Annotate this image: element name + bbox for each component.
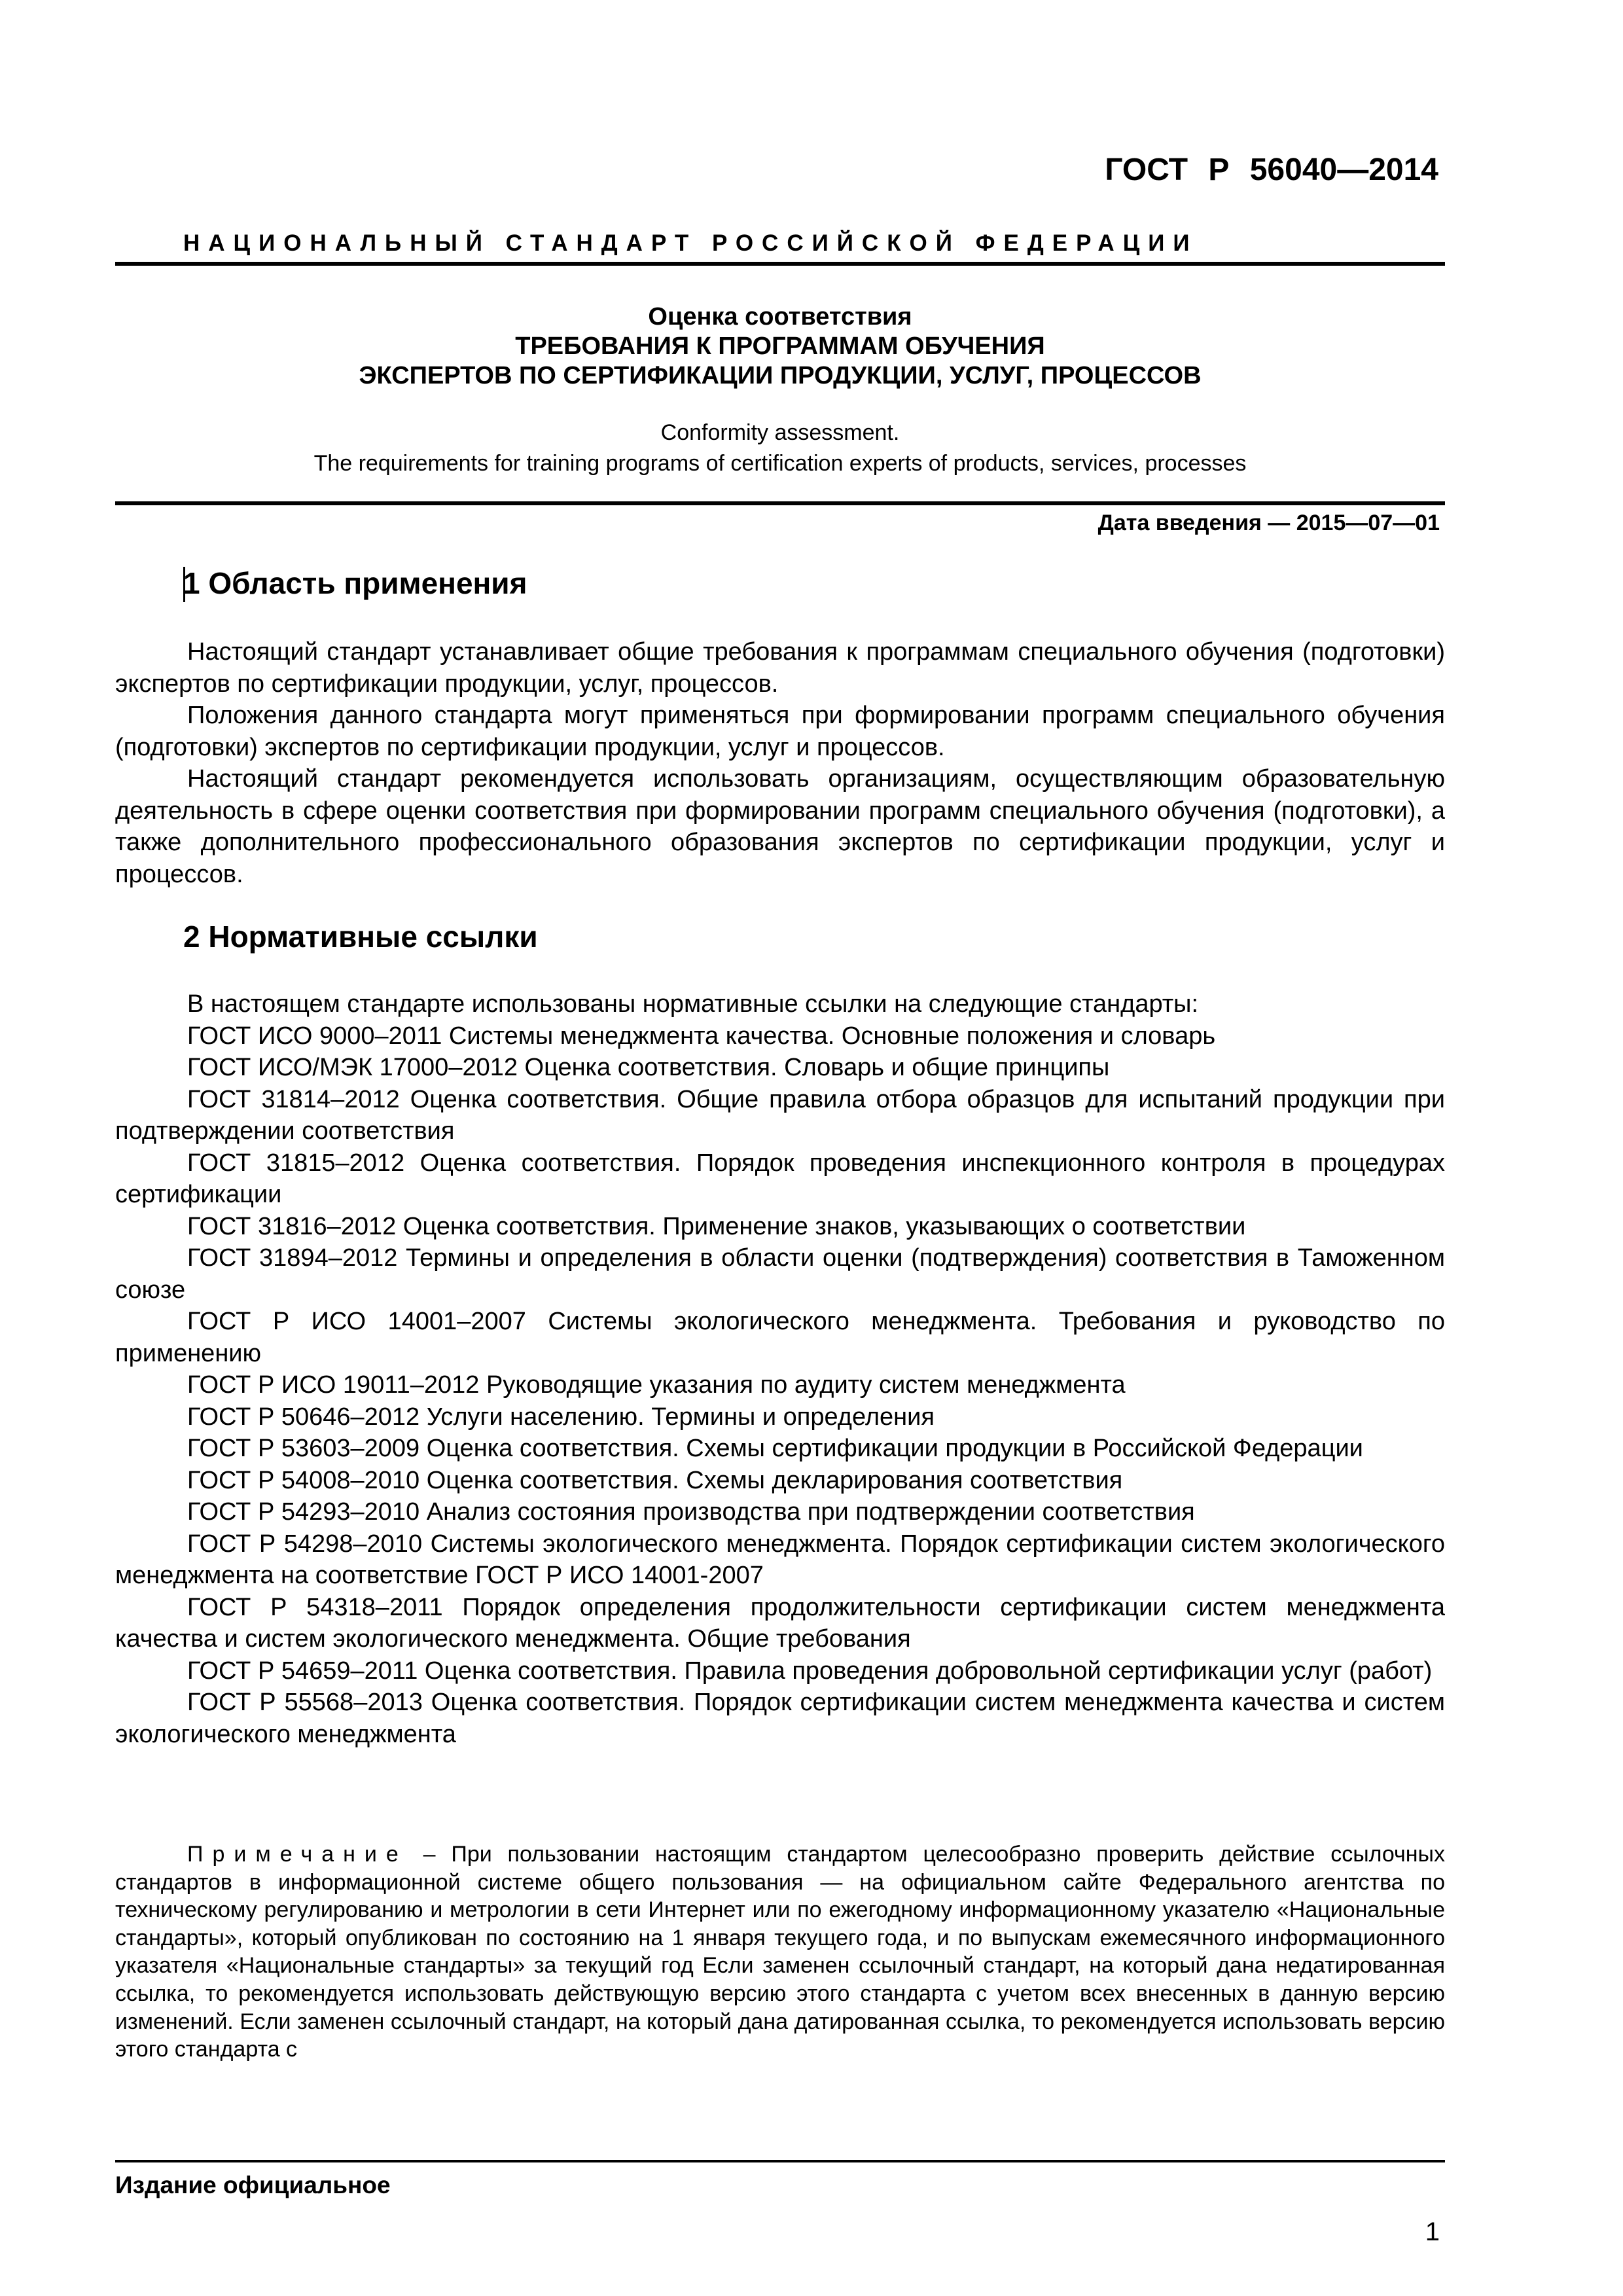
- page-number: 1: [1425, 2217, 1440, 2246]
- section-1-paragraph: Положения данного стандарта могут применяться при формировании программ специального обучения (подготовки) экспертов по сертификации продукции, услуг и процессов.: [115, 702, 1445, 761]
- section-1-body: [115, 636, 1445, 890]
- note-paragraph: [115, 1840, 1445, 2176]
- reference-item: ГОСТ Р ИСО 14001–2007 Системы экологического менеджмента. Требования и руководство по применению: [115, 1308, 1445, 1367]
- title-block: [115, 302, 1445, 391]
- gost-number: ГОСТ Р 56040—2014: [1105, 152, 1438, 187]
- official-edition-label: Издание официальное: [115, 2172, 391, 2198]
- reference-item: ГОСТ Р 54659–2011 Оценка соответствия. Правила проведения добровольной сертификации услуг (работ): [187, 1657, 1433, 1685]
- reference-item: ГОСТ 31815–2012 Оценка соответствия. Порядок проведения инспекционного контроля в процедурах сертификации: [115, 1149, 1445, 1208]
- note-text: – При пользовании настоящим стандартом целесообразно проверить действие ссылочных стандартов в информационной системе общего пользования — на официальном сайте Федерального агентства по техническому регулированию и метрологии в сети Интернет или по ежегодному информационному указателю «Национальные стандарты», который опубликован по состоянию на 1 января текущего года, и по выпускам ежемесячного информационного указателя «Национальные стандарты» за текущий год Если заменен ссылочный стандарт, на который дана недатированная ссылка, то рекомендуется использовать действующую версию этого стандарта с учетом всех внесенных в данную версию изменений. Если заменен ссылочный стандарт, на который дана датированная ссылка, то рекомендуется использовать версию этого стандарта с: [115, 1842, 1445, 2062]
- section-2-heading: 2 Нормативные ссылки: [183, 920, 538, 954]
- reference-item: ГОСТ 31814–2012 Оценка соответствия. Общие правила отбора образцов для испытаний продукции при подтверждении соответствия: [115, 1085, 1445, 1145]
- reference-item: ГОСТ Р 50646–2012 Услуги населению. Термины и определения: [187, 1403, 935, 1431]
- section-2-body: [115, 988, 1445, 1750]
- title-line-3: ЭКСПЕРТОВ ПО СЕРТИФИКАЦИИ ПРОДУКЦИИ, УСЛУГ, ПРОЦЕССОВ: [359, 362, 1202, 389]
- reference-item: ГОСТ ИСО 9000–2011 Системы менеджмента качества. Основные положения и словарь: [187, 1022, 1216, 1050]
- references-intro: В настоящем стандарте использованы нормативные ссылки на следующие стандарты:: [187, 990, 1199, 1018]
- national-standard-title: НАЦИОНАЛЬНЫЙ СТАНДАРТ РОССИЙСКОЙ ФЕДЕРАЦИИ: [183, 230, 1198, 256]
- header-divider: [115, 262, 1445, 266]
- section-1-paragraph: Настоящий стандарт рекомендуется использовать организациям, осуществляющим образовательную деятельность в сфере оценки соответствия при формировании программ специального обучения (подготовки), а также дополнительного профессионального образования экспертов по сертификации продукции, услуг и процессов.: [115, 765, 1445, 888]
- reference-item: ГОСТ Р 53603–2009 Оценка соответствия. Схемы сертификации продукции в Российской Федерации: [187, 1435, 1363, 1462]
- english-title-line-1: Conformity assessment.: [660, 420, 900, 445]
- reference-item: ГОСТ Р ИСО 19011–2012 Руководящие указания по аудиту систем менеджмента: [187, 1371, 1126, 1399]
- title-divider: [115, 501, 1445, 505]
- note-label: Примечание: [187, 1842, 408, 1867]
- reference-item: ГОСТ 31894–2012 Термины и определения в области оценки (подтверждения) соответствия в Таможенном союзе: [115, 1244, 1445, 1304]
- section-1-paragraph: Настоящий стандарт устанавливает общие требования к программам специального обучения (подготовки) экспертов по сертификации продукции, услуг, процессов.: [115, 638, 1445, 698]
- title-line-1: Оценка соответствия: [648, 303, 912, 331]
- english-title-block: [115, 418, 1445, 479]
- reference-item: ГОСТ Р 54318–2011 Порядок определения продолжительности сертификации систем менеджмента качества и систем экологического менеджмента. Общие требования: [115, 1593, 1445, 1653]
- reference-item: ГОСТ ИСО/МЭК 17000–2012 Оценка соответствия. Словарь и общие принципы: [187, 1054, 1110, 1081]
- title-line-2: ТРЕБОВАНИЯ К ПРОГРАММАМ ОБУЧЕНИЯ: [515, 332, 1045, 360]
- english-title-line-2: The requirements for training programs of certification experts of products, services, processes: [313, 451, 1247, 476]
- reference-item: ГОСТ Р 54298–2010 Системы экологического менеджмента. Порядок сертификации систем экологического менеджмента на соответствие ГОСТ Р ИСО 14001-2007: [115, 1530, 1445, 1589]
- section-1-heading: 1 Область применения: [183, 566, 527, 600]
- reference-item: ГОСТ Р 55568–2013 Оценка соответствия. Порядок сертификации систем менеджмента качества и систем экологического менеджмента: [115, 1689, 1445, 1748]
- footer-divider: [115, 2160, 1445, 2162]
- date-of-introduction: Дата введения — 2015—07—01: [1097, 511, 1440, 535]
- reference-item: ГОСТ 31816–2012 Оценка соответствия. Применение знаков, указывающих о соответствии: [187, 1212, 1246, 1240]
- reference-item: ГОСТ Р 54008–2010 Оценка соответствия. Схемы декларирования соответствия: [187, 1466, 1123, 1494]
- reference-item: ГОСТ Р 54293–2010 Анализ состояния производства при подтверждении соответствия: [187, 1498, 1195, 1526]
